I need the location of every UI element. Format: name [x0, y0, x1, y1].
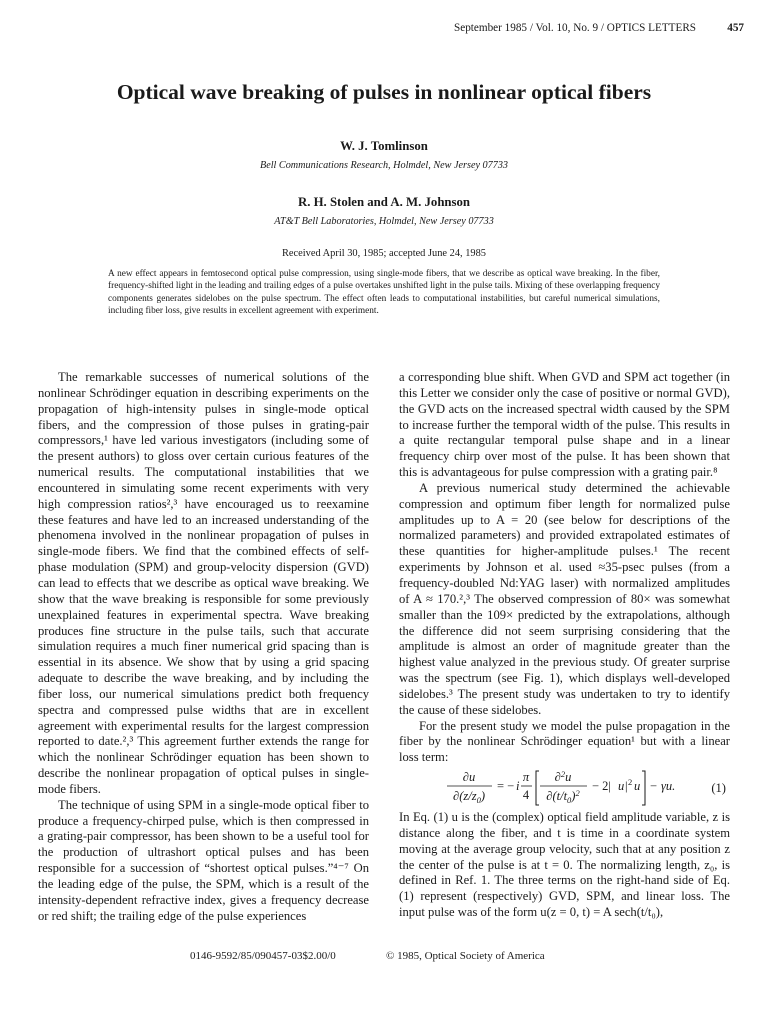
svg-text:i: i	[516, 779, 520, 794]
author-affiliation: AT&T Bell Laboratories, Holmdel, New Jersey 07733	[274, 216, 494, 227]
received-date: Received April 30, 1985; accepted June 24, 1985	[281, 248, 486, 259]
svg-text:− 2|: − 2|	[592, 779, 611, 794]
svg-text:u: u	[634, 779, 641, 794]
body-paragraph: The remarkable successes of numerical solutions of the nonlinear Schrödinger equation in describing experiments on the propagation of high-intensity pulses in single-mode optical fibers, and the compression of those pulses in grating-pair compressors,¹ have led various investigators (including some of the present authors) to gloss over certain curious features of the numerical results. The computational instabilities that we encountered in simulating some recent experiments with very high compression ratios²,³ have encouraged us to reexamine these features and have led to an increased understanding of the phenomena involved in the nonlinear propagation of pulses in single-mode fibers. We find that the combined effects of self-phase modulation (SPM) and group-velocity dispersion (GVD) can lead to effects that we describe as optical wave breaking. We show that the wave breaking is responsible for some previously unexplained features in experimental spectra. Wave breaking produces fine structure in the pulse tails, such that accurate simulation requires a much finer numerical grid spacing than is essential in its absence. We show that by using a grid spacing adequate to describe the wave breaking, and by including the fiber loss, our numerical simulations predict both frequency spectra and compressed pulse widths that are in excellent agreement with experimental results for the largest compression reported to date.²,³ This agreement further extends the range for which the nonlinear Schrödinger equation has been shown to describe the nonlinear propagation of optical pulses in single-mode fibers.	[38, 370, 369, 796]
svg-text:∂u: ∂u	[462, 770, 476, 785]
page-number: 457	[727, 22, 744, 34]
author-names: W. J. Tomlinson	[340, 139, 428, 153]
body-column-right	[399, 370, 730, 921]
abstract: A new effect appears in femtosecond optical pulse compression, using single-mode fibers, that we describe as optical wave breaking. In the fiber, frequency-shifted light in the leading and trailing edges of a pulse overtakes unshifted light in the pulse tails. Mixing of these overlapping frequency components generates sidelobes on the pulse spectrum. The effect often leads to computational instabilities, but careful numerical simulations, including fiber loss, give results in excellent agreement with experiment.	[108, 269, 660, 316]
svg-text:∂2u: ∂$^2$u	[554, 769, 572, 785]
running-header	[0, 22, 768, 38]
svg-text:−: −	[650, 779, 658, 794]
body-paragraph: For the present study we model the pulse propagation in the fiber by the nonlinear Schrödinger equation¹ but with a linear loss term:	[399, 718, 730, 765]
copyright-notice: © 1985, Optical Society of America	[386, 950, 545, 962]
svg-text:= −: = −	[497, 779, 515, 794]
issn-code: 0146-9592/85/090457-03$2.00/0	[190, 950, 336, 962]
author-names: R. H. Stolen and A. M. Johnson	[297, 195, 471, 209]
page-footer	[0, 950, 768, 966]
svg-text:|: |	[625, 779, 628, 794]
journal-citation: September 1985 / Vol. 10, No. 9 / OPTICS LETTERS	[454, 22, 696, 34]
paper-title: Optical wave breaking of pulses in nonlinear optical fibers	[116, 80, 652, 104]
svg-text:u: u	[618, 779, 625, 794]
svg-text:∂(t/t0)2: $\partial(t/t_0)^2$	[546, 788, 580, 806]
svg-text:γu.: γu.	[661, 779, 676, 794]
equation-graphic	[399, 768, 730, 808]
body-column-left	[38, 370, 369, 925]
body-paragraph: In Eq. (1) u is the (complex) optical field amplitude variable, z is distance along the fiber, and t is time in a coordinate system moving at the average group velocity, such that at any position z the center of the pulse is at t = 0. The normalizing length, z₀, is defined in Ref. 1. The three terms on the right-hand side of Eq. (1) represent (respectively) GVD, SPM, and linear loss. The input pulse was of the form u(z = 0, t) = A sech(t/t₀),	[399, 810, 730, 920]
equation-1	[399, 768, 730, 808]
equation-number: (1)	[711, 781, 726, 796]
body-paragraph: a corresponding blue shift. When GVD and SPM act together (in this Letter we consider only the case of positive or normal GVD), the GVD acts on the increased spectral width caused by the SPM to increase further the temporal width of the pulse. This results in a quite rectangular temporal pulse shape and in a linear frequency chirp over most of the pulse. It has been shown that this is advantageous for pulse compression with a grating pair.⁸	[399, 370, 730, 480]
body-paragraph: A previous numerical study determined the achievable compression and optimum fiber length for normalized pulse amplitudes up to A = 20 (see below for descriptions of the normalized parameters) and provided extrapolated estimates of these quantities for higher-amplitude pulses.¹ The recent experiments by Johnson et al. used ≈35-psec pulses (from a frequency-doubled Nd:YAG laser) with normalized amplitudes of A ≈ 170.²,³ The observed compression of 80× was somewhat smaller than the 109× predicted by the extrapolations, although the difference did not seem surprising considering that the amplitude is almost an order of magnitude greater than the highest value analyzed in the previous study. Of greater surprise was the spectrum (see Fig. 1), which displays well-developed sidelobes.³ The present study was undertaken to try to identify the cause of these sidelobes.	[399, 480, 730, 717]
author-affiliation: Bell Communications Research, Holmdel, New Jersey 07733	[259, 160, 509, 171]
svg-text:2: 2	[628, 777, 633, 788]
svg-text:π: π	[522, 770, 530, 785]
svg-text:4: 4	[522, 788, 530, 803]
svg-text:∂(z/z0): $\partial(z/z_0)$	[453, 789, 485, 806]
body-paragraph: The technique of using SPM in a single-mode optical fiber to produce a frequency-chirped pulse, which is then compressed in a grating-pair compressor, has been shown to be a useful tool for the production of ultrashort optical pulses and has been responsible for a succession of “shortest optical pulses.”⁴⁻⁷ On the leading edge of the pulse, the SPM, which is a result of the intensity-dependent refractive index, gives a frequency decrease or red shift; the trailing edge of the pulse experiences	[38, 797, 369, 923]
